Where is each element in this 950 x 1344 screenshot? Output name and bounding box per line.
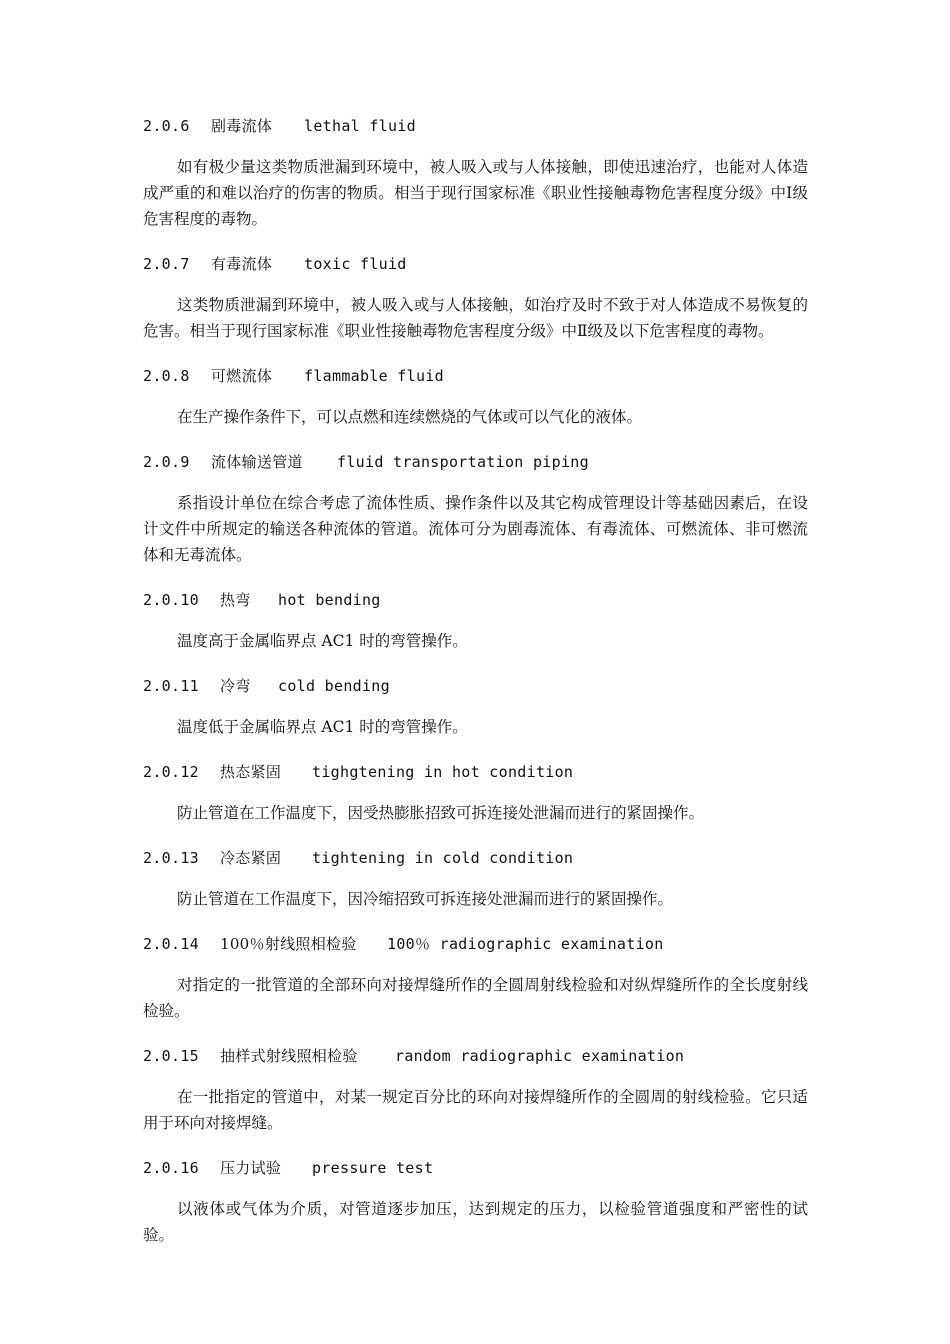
term-entry [143, 1156, 808, 1248]
term-chinese: 压力试验 [220, 1159, 282, 1177]
term-chinese: 冷态紧固 [220, 849, 282, 867]
term-chinese: 抽样式射线照相检验 [220, 1047, 358, 1065]
term-heading [143, 1156, 808, 1180]
term-definition: 系指设计单位在综合考虑了流体性质、操作条件以及其它构成管理设计等基础因素后，在设计文件中所规定的输送各种流体的管道。流体可分为剧毒流体、有毒流体、可燃流体、非可燃流体和无毒流体。 [143, 494, 808, 564]
term-english: fluid transportation piping [337, 453, 589, 471]
term-chinese: 冷弯 [220, 677, 251, 695]
term-definition: 在一批指定的管道中，对某一规定百分比的环向对接焊缝所作的全圆周的射线检验。它只适用于环向对接焊缝。 [143, 1088, 808, 1132]
term-number: 2.0.6 [143, 117, 190, 135]
term-heading [143, 760, 808, 784]
term-entry [143, 450, 808, 568]
term-entry [143, 588, 808, 654]
term-english: toxic fluid [304, 255, 407, 273]
term-heading [143, 1044, 808, 1068]
term-definition: 对指定的一批管道的全部环向对接焊缝所作的全圆周射线检验和对纵焊缝所作的全长度射线检验。 [143, 976, 808, 1020]
terms-section [143, 114, 808, 1268]
term-chinese: 可燃流体 [211, 367, 273, 385]
term-entry [143, 760, 808, 826]
term-definition: 这类物质泄漏到环境中，被人吸入或与人体接触，如治疗及时不致于对人体造成不易恢复的危害。相当于现行国家标准《职业性接触毒物危害程度分级》中Ⅱ级及以下危害程度的毒物。 [143, 296, 808, 340]
term-entry [143, 674, 808, 740]
term-number: 2.0.13 [143, 849, 199, 867]
term-english: cold bending [278, 677, 390, 695]
term-entry [143, 846, 808, 912]
term-heading [143, 114, 808, 138]
term-chinese: 100％射线照相检验 [220, 935, 357, 953]
term-heading [143, 364, 808, 388]
term-definition: 温度低于金属临界点 AC1 时的弯管操作。 [177, 718, 468, 736]
term-english: lethal fluid [304, 117, 416, 135]
term-chinese: 热态紧固 [220, 763, 282, 781]
term-heading [143, 674, 808, 698]
term-number: 2.0.9 [143, 453, 190, 471]
term-entry [143, 364, 808, 430]
term-heading [143, 588, 808, 612]
term-english: pressure test [312, 1159, 434, 1177]
term-english: tightening in cold condition [312, 849, 574, 867]
term-chinese: 流体输送管道 [211, 453, 303, 471]
term-number: 2.0.16 [143, 1159, 199, 1177]
term-number: 2.0.15 [143, 1047, 199, 1065]
term-chinese: 有毒流体 [211, 255, 273, 273]
term-chinese: 剧毒流体 [211, 117, 273, 135]
term-english: hot bending [278, 591, 381, 609]
term-heading [143, 932, 808, 956]
term-number: 2.0.8 [143, 367, 190, 385]
term-heading [143, 846, 808, 870]
term-number: 2.0.10 [143, 591, 199, 609]
term-definition: 温度高于金属临界点 AC1 时的弯管操作。 [177, 632, 468, 650]
term-entry [143, 114, 808, 232]
term-entry [143, 1044, 808, 1136]
term-english: tighgtening in hot condition [312, 763, 574, 781]
term-number: 2.0.12 [143, 763, 199, 781]
term-definition: 在生产操作条件下，可以点燃和连续燃烧的气体或可以气化的液体。 [177, 408, 643, 426]
term-english: 100％ radiographic examination [387, 935, 664, 953]
term-definition: 如有极少量这类物质泄漏到环境中，被人吸入或与人体接触，即使迅速治疗，也能对人体造成严重的和难以治疗的伤害的物质。相当于现行国家标准《职业性接触毒物危害程度分级》中Ⅰ级危害程度的毒物。 [143, 158, 808, 228]
term-definition: 以液体或气体为介质，对管道逐步加压，达到规定的压力，以检验管道强度和严密性的试验。 [143, 1200, 808, 1244]
term-heading [143, 252, 808, 276]
term-chinese: 热弯 [220, 591, 251, 609]
term-definition: 防止管道在工作温度下，因受热膨胀招致可拆连接处泄漏而进行的紧固操作。 [177, 804, 705, 822]
term-entry [143, 932, 808, 1024]
term-number: 2.0.7 [143, 255, 190, 273]
term-number: 2.0.14 [143, 935, 199, 953]
term-entry [143, 252, 808, 344]
term-english: random radiographic examination [395, 1047, 685, 1065]
term-heading [143, 450, 808, 474]
term-number: 2.0.11 [143, 677, 199, 695]
term-definition: 防止管道在工作温度下，因冷缩招致可拆连接处泄漏而进行的紧固操作。 [177, 890, 674, 908]
term-english: flammable fluid [304, 367, 444, 385]
